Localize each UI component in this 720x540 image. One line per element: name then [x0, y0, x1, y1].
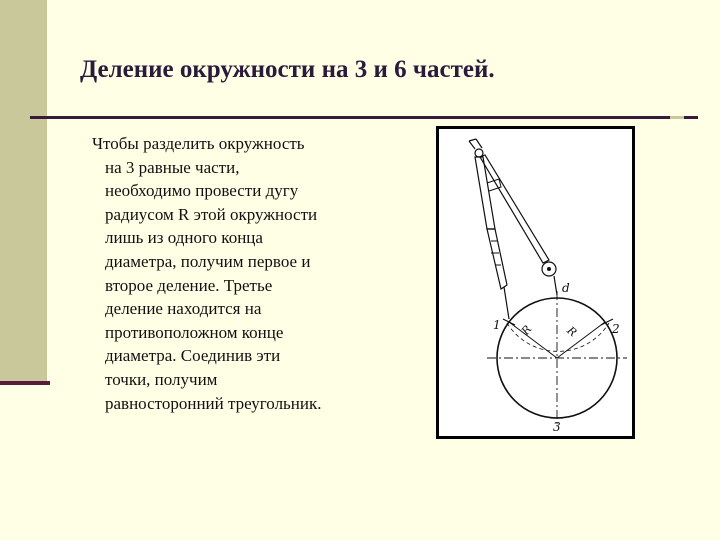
compass-handle-top — [469, 139, 476, 141]
compass-pencil-tip — [504, 287, 509, 319]
compass-pencil-leg — [475, 157, 495, 229]
paragraph-line: точки, получим — [105, 369, 218, 389]
left-accent-underline — [0, 381, 50, 385]
label-radius-right: R — [564, 323, 580, 340]
paragraph-line: необходимо провести дугу — [105, 181, 299, 201]
paragraph-line: лишь из одного конца — [105, 228, 263, 248]
compass-diagram-svg — [439, 129, 632, 436]
radius-line-left — [509, 322, 557, 358]
label-radius-left: R — [518, 322, 535, 338]
slide-paragraph — [92, 132, 382, 415]
title-divider-accent — [670, 116, 684, 119]
compass-needle-leg — [480, 155, 549, 263]
paragraph-line: на 3 равные части, — [105, 157, 240, 177]
compass-needle-screw — [547, 267, 551, 271]
title-divider-end — [684, 116, 698, 119]
left-accent-bar — [0, 0, 47, 383]
radius-line-right — [557, 322, 605, 358]
label-point-2: 2 — [612, 322, 620, 336]
label-point-d: d — [562, 281, 570, 295]
compass-diagram — [436, 126, 635, 439]
compass-handle — [476, 139, 482, 148]
title-divider — [30, 116, 670, 119]
compass-needle-tip — [554, 276, 557, 295]
paragraph-line: диаметра. Соединив эти — [105, 346, 281, 366]
paragraph-line: противоположном конце — [105, 322, 284, 342]
label-point-3: 3 — [553, 420, 561, 434]
paragraph-line: Чтобы разделить окружность — [92, 134, 305, 153]
compass-pencil — [487, 229, 507, 289]
division-tick-1 — [503, 319, 515, 325]
slide-title: Деление окружности на 3 и 6 частей. — [80, 56, 495, 83]
paragraph-line: диаметра, получим первое и — [105, 251, 311, 271]
paragraph-line: равносторонний треугольник. — [105, 393, 322, 413]
label-point-1: 1 — [493, 318, 501, 332]
paragraph-line: радиусом R этой окружности — [105, 204, 318, 224]
compass-handle — [469, 141, 475, 149]
paragraph-line: деление находится на — [105, 299, 262, 319]
paragraph-line: второе деление. Третье — [105, 275, 273, 295]
